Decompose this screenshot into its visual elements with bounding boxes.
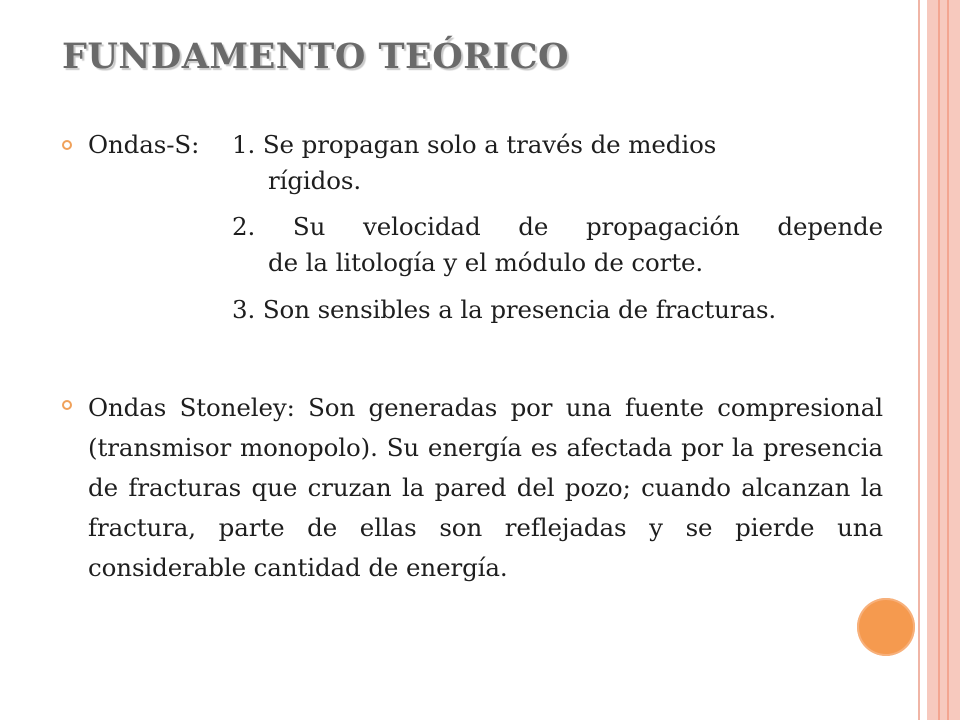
ondas-s-item-3: 3. Son sensibles a la presencia de fracturas. [232, 295, 777, 324]
decorative-stripe-band [927, 0, 960, 720]
ondas-stoneley-paragraph [88, 388, 883, 588]
ondas-s-item-1-line-2: rígidos. [268, 166, 362, 195]
decorative-orange-circle [857, 598, 915, 656]
ondas-s-item-1-line-1: 1. Se propagan solo a través de medios [232, 130, 717, 159]
ondas-s-item-2-line-1: 2. Su velocidad de propagación depende [232, 212, 883, 241]
ondas-s-item-2-line-2: de la litología y el módulo de corte. [268, 248, 704, 277]
frame-border-line [918, 0, 920, 720]
ondas-stoneley-text: Son generadas por una fuente compresional (transmisor monopolo). Su energía es afectada por la presencia de fracturas que cruzan la pared del pozo; cuando alcanzan la fractura, parte de ellas son reflejadas y se pierde una considerable cantidad de energía. [88, 393, 883, 582]
bullet-label-ondas-s: Ondas-S: [88, 130, 200, 159]
bullet-label-ondas-stoneley: Ondas Stoneley: [88, 393, 295, 422]
decorative-stripe-line [938, 0, 940, 720]
bullet-icon [62, 140, 72, 150]
bullet-icon [62, 400, 72, 410]
slide-title: FUNDAMENTO TEÓRICO [62, 36, 570, 77]
decorative-stripe-line [947, 0, 949, 720]
